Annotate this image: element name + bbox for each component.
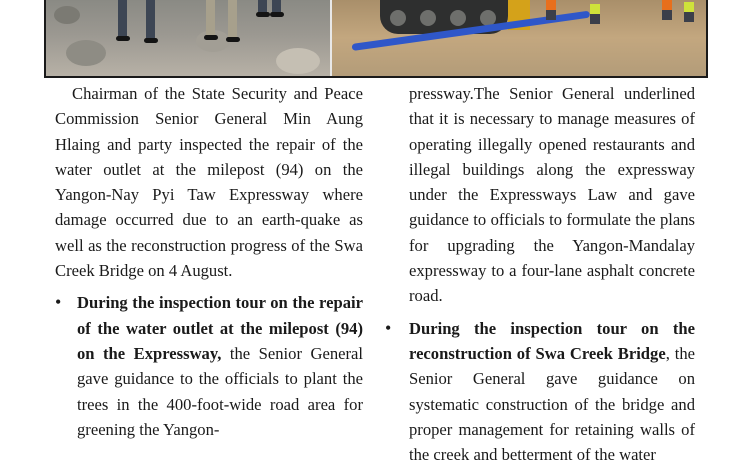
shoe (144, 38, 158, 43)
person-leg (146, 0, 155, 38)
rock (66, 40, 106, 66)
rock (54, 6, 80, 24)
shoe (204, 35, 218, 40)
worker (590, 4, 600, 24)
track-wheel (390, 10, 406, 26)
article-column-right (385, 81, 695, 467)
bullet-marker: • (385, 317, 392, 338)
photo-inspection-group (46, 0, 330, 76)
person-leg (118, 0, 127, 38)
shoe (270, 12, 284, 17)
shoe (256, 12, 270, 17)
worker (684, 2, 694, 22)
person-leg (206, 0, 215, 36)
bullet-list (55, 290, 363, 442)
bullet-heading: During the inspection tour on the repair of the water outlet at the milepost (94) on the Expressway, (77, 293, 363, 363)
article-column-left (55, 81, 363, 442)
bullet-text: the Senior General gave guidance to the officials to plant the trees in the 400-foot-wide road area for greening the Yangon- (77, 343, 363, 439)
bullet-list (385, 316, 695, 467)
continuation-paragraph: pressway.The Senior General underlined that it is necessary to manage measures of operating illegally opened restaurants and illegal buildings along the expressway under the Expressways Law and gave guidance to officials to formulate the plans for upgrading the Yangon-Mandalay expressway to a four-lane asphalt concrete road. (409, 84, 695, 306)
shoe (226, 37, 240, 42)
intro-paragraph: Chairman of the State Security and Peace Commission Senior General Min Aung Hlaing and party inspected the repair of the water outlet at the milepost (94) on the Yangon-Nay Pyi Taw Expressway where damage occurred due to an earth-quake as well as the reconstruction progress of the Swa Creek Bridge on 4 August. (55, 84, 363, 281)
track-wheel (450, 10, 466, 26)
photo-construction-site (332, 0, 708, 76)
shoe (116, 36, 130, 41)
news-photo (44, 0, 708, 78)
bullet-item (55, 290, 363, 442)
worker (546, 0, 556, 20)
bullet-heading: During the inspection tour on the reconstruction of Swa Creek Bridge (409, 318, 695, 363)
bullet-marker: • (55, 292, 62, 313)
bullet-text: , the Senior General gave guidance on systematic construction of the bridge and proper management for retaining walls of the creek and betterment of the water (409, 343, 695, 465)
worker (662, 0, 672, 20)
person-leg (228, 0, 237, 38)
track-wheel (420, 10, 436, 26)
bullet-item (385, 316, 695, 467)
rock (276, 48, 320, 74)
